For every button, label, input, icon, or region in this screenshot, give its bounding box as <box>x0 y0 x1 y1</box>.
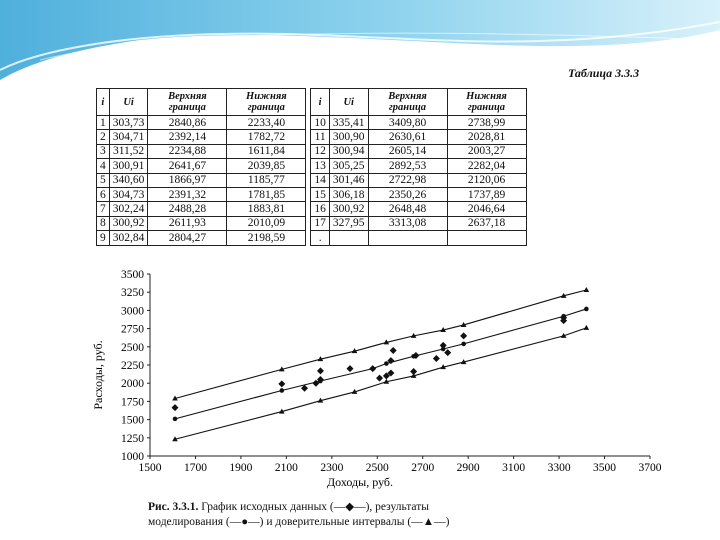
table-cell: 2840,86 <box>148 116 227 130</box>
data-point-diamond <box>444 349 451 356</box>
data-point-diamond <box>347 365 354 372</box>
y-tick-label: 2500 <box>121 341 144 354</box>
col-header-lower: Нижняя граница <box>227 89 306 116</box>
table-cell <box>447 231 526 245</box>
table-cell: 303,73 <box>109 116 148 130</box>
data-point-circle <box>384 361 389 366</box>
table-cell: 2488,28 <box>148 202 227 216</box>
table-cell: 2234,88 <box>148 144 227 158</box>
table-cell: 2233,40 <box>227 116 306 130</box>
table-cell: . <box>311 231 330 245</box>
table-cell: 1782,72 <box>227 130 306 144</box>
table-cell: 3313,08 <box>368 216 447 230</box>
x-tick-label: 1900 <box>229 462 253 474</box>
table-cell: 3 <box>97 144 110 158</box>
table-cell: 327,95 <box>329 216 368 230</box>
x-tick-label: 2900 <box>456 462 480 474</box>
series-line <box>175 309 586 419</box>
table-cell: 300,94 <box>329 144 368 158</box>
x-tick-label: 2500 <box>365 462 389 474</box>
data-point-circle <box>280 388 285 393</box>
data-point-diamond <box>278 380 285 387</box>
data-point-triangle <box>584 287 590 292</box>
table-cell: 2611,93 <box>148 216 227 230</box>
table-cell: 1611,84 <box>227 144 306 158</box>
y-tick-label: 3500 <box>121 269 144 281</box>
y-tick-label: 2750 <box>121 323 144 336</box>
table-cell: 17 <box>311 216 330 230</box>
table-cell: 7 <box>97 202 110 216</box>
data-point-diamond <box>460 332 467 339</box>
table-cell: 302,84 <box>109 231 148 245</box>
table-cell: 2630,61 <box>368 130 447 144</box>
table-cell: 302,24 <box>109 202 148 216</box>
data-point-diamond <box>433 355 440 362</box>
table-cell: 3409,80 <box>368 116 447 130</box>
table-cell: 2003,27 <box>447 144 526 158</box>
table-cell: 2892,53 <box>368 159 447 173</box>
series-line <box>175 328 586 439</box>
table-cell: 2046,64 <box>447 202 526 216</box>
table-row <box>97 173 527 187</box>
table-row <box>97 159 527 173</box>
data-point-circle <box>411 354 416 359</box>
data-table <box>96 88 527 246</box>
table-cell: 1 <box>97 116 110 130</box>
scatter-chart <box>80 264 680 496</box>
x-tick-label: 3700 <box>638 462 662 474</box>
table-cell: 2804,27 <box>148 231 227 245</box>
data-point-circle <box>318 379 323 384</box>
data-point-triangle <box>584 325 590 330</box>
table-cell: 2010,09 <box>227 216 306 230</box>
table-cell: 2392,14 <box>148 130 227 144</box>
table-cell: 1185,77 <box>227 173 306 187</box>
table-cell: 335,41 <box>329 116 368 130</box>
table-cell: 2391,32 <box>148 187 227 201</box>
data-point-circle <box>584 307 589 312</box>
col-header-i: i <box>311 89 330 116</box>
table-cell: 15 <box>311 187 330 201</box>
table-cell: 10 <box>311 116 330 130</box>
table-cell: 11 <box>311 130 330 144</box>
y-tick-label: 2000 <box>121 378 144 391</box>
data-point-circle <box>173 417 178 422</box>
x-tick-label: 2100 <box>274 462 298 474</box>
table-cell: 300,92 <box>109 216 148 230</box>
table-cell: 2198,59 <box>227 231 306 245</box>
table-cell: 16 <box>311 202 330 216</box>
table-cell: 2039,85 <box>227 159 306 173</box>
col-header-u: Ui <box>329 89 368 116</box>
table-row <box>97 130 527 144</box>
data-point-diamond <box>317 367 324 374</box>
y-tick-label: 1750 <box>121 396 144 409</box>
x-tick-label: 1500 <box>138 462 162 474</box>
x-axis-label: Доходы, руб. <box>326 475 394 489</box>
table-cell: 1781,85 <box>227 187 306 201</box>
table-cell: 311,52 <box>109 144 148 158</box>
table-cell: 2637,18 <box>447 216 526 230</box>
figure-caption-line2: моделирования (—●—) и доверительные интервалы (—▲—) <box>148 516 450 528</box>
x-tick-label: 3100 <box>502 462 526 474</box>
table-cell: 300,92 <box>329 202 368 216</box>
table-cell: 2641,67 <box>148 159 227 173</box>
table-cell: 2028,81 <box>447 130 526 144</box>
table-cell <box>368 231 447 245</box>
x-tick-label: 2700 <box>411 462 435 474</box>
table-cell: 2648,48 <box>368 202 447 216</box>
y-tick-label: 3250 <box>121 287 144 300</box>
table-row <box>97 116 527 130</box>
figure-caption <box>148 500 449 530</box>
table-cell: 8 <box>97 216 110 230</box>
table-row <box>97 202 527 216</box>
series-line <box>175 290 586 398</box>
data-point-diamond <box>172 404 179 411</box>
data-point-circle <box>441 347 446 352</box>
table-cell: 2350,26 <box>368 187 447 201</box>
figure-label: Рис. 3.3.1. <box>148 501 199 513</box>
table-cell: 2605,14 <box>368 144 447 158</box>
table-cell: 4 <box>97 159 110 173</box>
data-point-circle <box>561 314 566 319</box>
table-cell: 2282,04 <box>447 159 526 173</box>
figure-caption-line1: График исходных данных (—◆—), результаты <box>201 501 429 513</box>
table-cell: 1866,97 <box>148 173 227 187</box>
x-tick-label: 3500 <box>593 462 617 474</box>
col-header-upper: Верхняя граница <box>368 89 447 116</box>
x-tick-label: 3300 <box>547 462 571 474</box>
col-header-u: Ui <box>109 89 148 116</box>
table-cell: 2722,98 <box>368 173 447 187</box>
table-cell: 300,91 <box>109 159 148 173</box>
x-tick-label: 2300 <box>320 462 344 474</box>
table-cell: 301,46 <box>329 173 368 187</box>
table-cell: 5 <box>97 173 110 187</box>
y-tick-label: 1500 <box>121 414 144 427</box>
data-point-circle <box>461 342 466 347</box>
table-cell: 2738,99 <box>447 116 526 130</box>
table-row <box>97 187 527 201</box>
table-cell: 2120,06 <box>447 173 526 187</box>
y-tick-label: 3000 <box>121 305 144 318</box>
data-point-circle <box>370 366 375 371</box>
table-cell: 1883,81 <box>227 202 306 216</box>
table-row <box>97 216 527 230</box>
table-cell: 6 <box>97 187 110 201</box>
y-tick-label: 1000 <box>121 451 144 463</box>
table-cell: 9 <box>97 231 110 245</box>
table-cell: 2 <box>97 130 110 144</box>
y-axis-label: Расходы, руб. <box>91 340 105 410</box>
col-header-upper: Верхняя граница <box>148 89 227 116</box>
col-header-lower: Нижняя граница <box>447 89 526 116</box>
table-row <box>97 144 527 158</box>
y-tick-label: 1250 <box>121 432 144 445</box>
x-tick-label: 1700 <box>183 462 207 474</box>
table-cell: 304,73 <box>109 187 148 201</box>
table-cell: 306,18 <box>329 187 368 201</box>
col-header-i: i <box>97 89 110 116</box>
table-cell: 300,90 <box>329 130 368 144</box>
table-cell: 304,71 <box>109 130 148 144</box>
table-cell: 14 <box>311 173 330 187</box>
table-row <box>97 231 527 245</box>
y-tick-label: 2250 <box>121 360 144 372</box>
data-point-diamond <box>390 347 397 354</box>
table-cell: 13 <box>311 159 330 173</box>
table-cell: 340,60 <box>109 173 148 187</box>
table-cell: 1737,89 <box>447 187 526 201</box>
data-point-diamond <box>376 375 383 382</box>
table-cell <box>329 231 368 245</box>
table-cell: 305,25 <box>329 159 368 173</box>
table-caption: Таблица 3.3.3 <box>568 66 640 80</box>
table-cell: 12 <box>311 144 330 158</box>
